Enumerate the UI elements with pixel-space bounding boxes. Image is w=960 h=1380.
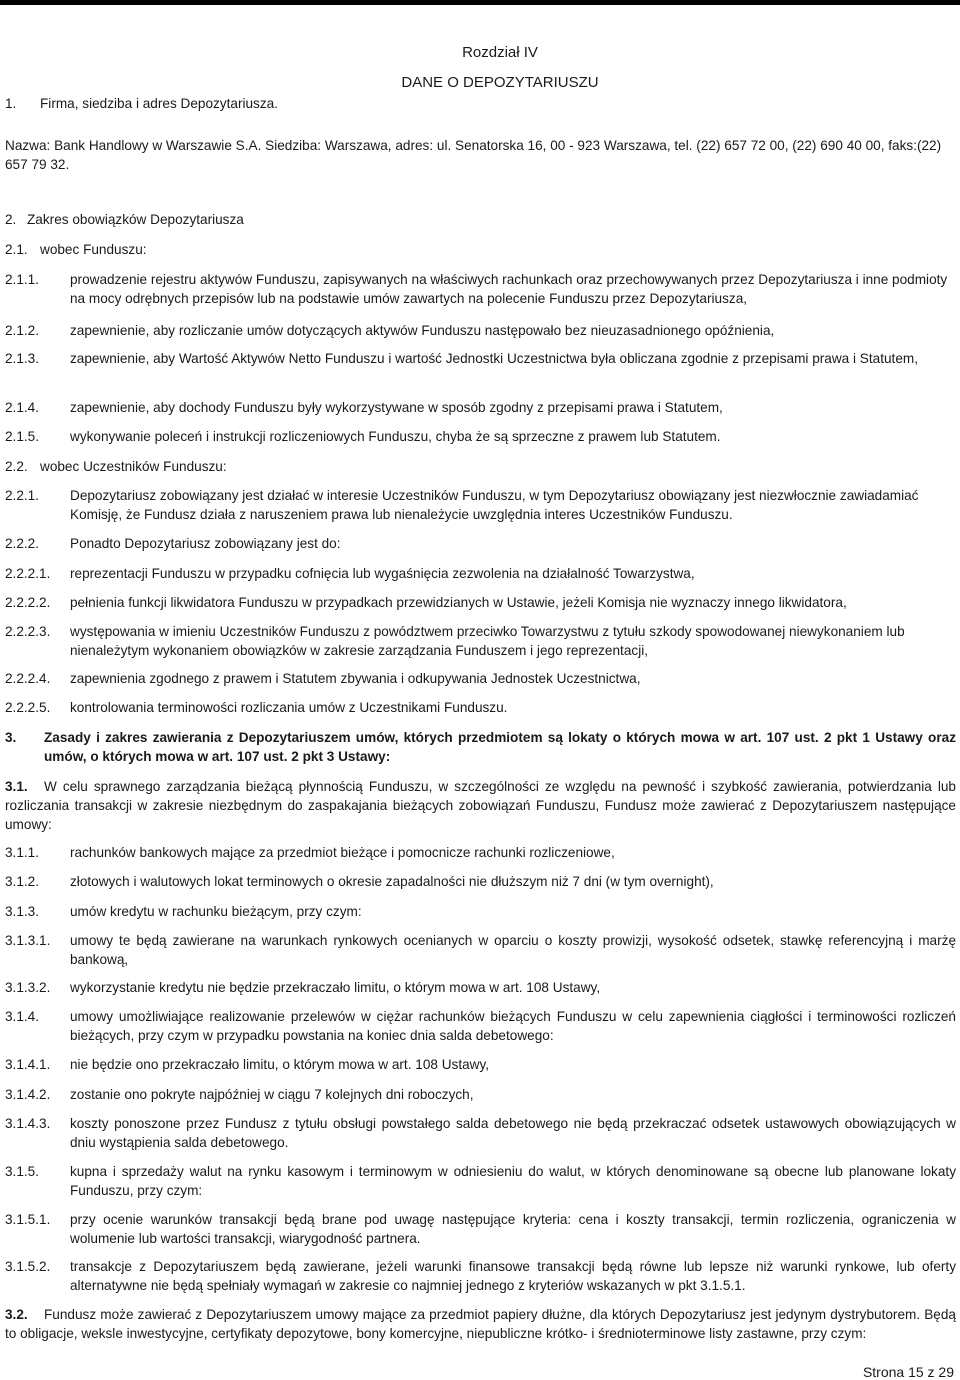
item-number: 2.1.5. [5,429,40,444]
item-number: 2.2.2.4. [5,671,51,686]
item-text: prowadzenie rejestru aktywów Funduszu, zapisywanych na właściwych rachunkach oraz przechowywanych przez Depozytariusza i inne podmioty na mocy odrębnych przepisów lub na podstawie umów zawartych na polecenie Funduszu przez Depozytariusza, [70,272,948,306]
section-number: 3. [5,730,17,745]
section-title: Zasady i zakres zawierania z Depozytariuszem umów, których przedmiotem są lokaty o których mowa w art. 107 ust. 2 pkt 1 Ustawy oraz umów, o których mowa w art. 107 ust. 2 pkt 3 Ustawy: [44,730,956,764]
item-text: rachunków bankowych mające za przedmiot bieżące i pomocnicze rachunki rozliczeniowe, [70,845,615,860]
item-number: 3.1.4.1. [5,1057,51,1072]
page-number: Strona 15 z 29 [862,1364,954,1380]
item-number: 3.1.2. [5,874,40,889]
item-number: 2.1.1. [5,272,40,287]
item-text: wykorzystanie kredytu nie będzie przekraczało limitu, o którym mowa w art. 108 Ustawy, [70,980,601,995]
item-number: 3.1.5. [5,1164,40,1179]
item-text: nie będzie ono przekraczało limitu, o którym mowa w art. 108 Ustawy, [70,1057,490,1072]
item-number: 3.1.3.1. [5,933,51,948]
top-rule [0,0,960,5]
section-title: Zakres obowiązków Depozytariusza [27,212,244,227]
item-text: kontrolowania terminowości rozliczania umów z Uczestnikami Funduszu. [70,700,508,715]
item-text: występowania w imieniu Uczestników Funduszu z powództwem przeciwko Towarzystwu z tytułu szkody spowodowanej niewykonaniem lub nienależytym wykonaniem obowiązków w zakresie zarządzania Funduszem i jego reprezentacji, [70,624,905,658]
item-number: 2.1.2. [5,323,40,338]
item-text: wykonywanie poleceń i instrukcji rozliczeniowych Funduszu, chyba że są sprzeczne z prawem lub Statutem. [70,429,721,444]
item-text: Depozytariusz zobowiązany jest działać w interesie Uczestników Funduszu, w tym Depozytariusz obowiązany jest niezwłocznie zawiadamiać Komisję, że Fundusz działa z naruszeniem prawa lub nienależycie uwzględnia interes Uczestników Funduszu. [70,488,919,522]
item-number: 3.1.3.2. [5,980,51,995]
item-number: 3.1.4.3. [5,1116,51,1131]
address-text: Nazwa: Bank Handlowy w Warszawie S.A. Siedziba: Warszawa, adres: ul. Senatorska 16, 00 - 923 Warszawa, tel. (22) 657 72 00, (22) 690 40 00, faks:(22) 657 79 32. [5,138,942,172]
item-number: 3.1.4.2. [5,1087,51,1102]
item-number: 3.1. [5,779,28,794]
item-text: umów kredytu w rachunku bieżącym, przy czym: [70,904,362,919]
section-title: Firma, siedziba i adres Depozytariusza. [40,96,278,111]
item-number: 3.1.4. [5,1009,40,1024]
section-number: 2. [5,212,17,227]
chapter-title: DANE O DEPOZYTARIUSZU [401,74,599,91]
item-text: zapewnienie, aby Wartość Aktywów Netto Funduszu i wartość Jednostki Uczestnictwa była obliczana zgodnie z przepisami prawa i Statutem, [70,351,918,366]
item-text: umowy te będą zawierane na warunkach rynkowych ocenianych w oparciu o koszty prowizji, wysokość odsetek, stawkę referencyjną i marżę bankową, [70,933,956,967]
item-number: 2.2.2.1. [5,566,51,581]
item-text: transakcje z Depozytariuszem będą zawierane, jeżeli warunki finansowe transakcji będą równe lub lepsze niż warunki rynkowe, lub oferty alternatywne nie będą spełniały wymagań w zakresie co najmniej jednego z kryteriów wskazanych w pkt 3.1.5.1. [70,1259,956,1293]
section-number: 1. [5,96,17,111]
item-number: 3.1.5.2. [5,1259,51,1274]
section-number: 2.2. [5,459,28,474]
item-text: złotowych i walutowych lokat terminowych o okresie zapadalności nie dłuższym niż 7 dni (w tym overnight), [70,874,714,889]
item-number: 2.1.4. [5,400,40,415]
chapter-heading: Rozdział IV [462,44,538,61]
item-text: kupna i sprzedaży walut na rynku kasowym i terminowym w odniesieniu do walut, w których denominowane są obecne lub planowane lokaty Funduszu, przy czym: [70,1164,956,1198]
item-number: 2.1.3. [5,351,40,366]
item-text: zapewnienie, aby rozliczanie umów dotyczących aktywów Funduszu następowało bez nieuzasadnionego opóźnienia, [70,323,775,338]
item-text: W celu sprawnego zarządzania bieżącą płynnością Funduszu, w szczególności ze względu na pewność i szybkość zawierania, potwierdzania lub rozliczania transakcji w zakresie niezbędnym do zaspakajania bieżących zobowiązań Funduszu, Fundusz może zawierać z Depozytariuszem następujące umowy: [5,779,956,832]
item-number: 2.2.2.5. [5,700,51,715]
item-text: przy ocenie warunków transakcji będą brane pod uwagę następujące kryteria: cena i koszty transakcji, termin rozliczenia, ograniczenia w wolumenie lub wartości transakcji, wiarygodność partnera. [70,1212,956,1246]
item-number: 2.2.1. [5,488,40,503]
item-number: 2.2.2.2. [5,595,51,610]
item-text: Fundusz może zawierać z Depozytariuszem umowy mające za przedmiot papiery dłużne, dla których Depozytariusz jest jedynym dystrybutorem. Będą to obligacje, weksle inwestycyjne, certyfikaty depozytowe, bony komercyjne, niepubliczne krótko- i średnioterminowe listy zastawne, przy czym: [5,1307,956,1341]
item-text: zapewnienie, aby dochody Funduszu były wykorzystywane w sposób zgodny z przepisami prawa i Statutem, [70,400,723,415]
item-number: 3.1.3. [5,904,40,919]
item-number: 3.1.5.1. [5,1212,51,1227]
item-text: Ponadto Depozytariusz zobowiązany jest do: [70,536,341,551]
item-text: umowy umożliwiające realizowanie przelewów w ciężar rachunków bieżących Funduszu w celu zapewnienia ciągłości i terminowości rozliczeń bieżących, przy czym w przypadku powstania na koniec dnia salda debetowego: [70,1009,956,1043]
section-title: wobec Funduszu: [40,242,147,257]
section-number: 2.1. [5,242,28,257]
item-number: 3.1.1. [5,845,40,860]
item-text: reprezentacji Funduszu w przypadku cofnięcia lub wygaśnięcia zezwolenia na działalność Towarzystwa, [70,566,695,581]
item-text: zostanie ono pokryte najpóźniej w ciągu 7 kolejnych dni roboczych, [70,1087,474,1102]
item-number: 2.2.2.3. [5,624,51,639]
item-text: pełnienia funkcji likwidatora Funduszu w przypadkach przewidzianych w Ustawie, jeżeli Komisja nie wyznaczy innego likwidatora, [70,595,847,610]
item-number: 3.2. [5,1307,28,1322]
item-number: 2.2.2. [5,536,40,551]
item-text: zapewnienia zgodnego z prawem i Statutem zbywania i odkupywania Jednostek Uczestnictwa, [70,671,641,686]
section-title: wobec Uczestników Funduszu: [40,459,227,474]
item-text: koszty ponoszone przez Fundusz z tytułu obsługi powstałego salda debetowego nie będą przekraczać odsetek ustawowych obowiązujących w dniu wystąpienia salda debetowego. [70,1116,956,1150]
